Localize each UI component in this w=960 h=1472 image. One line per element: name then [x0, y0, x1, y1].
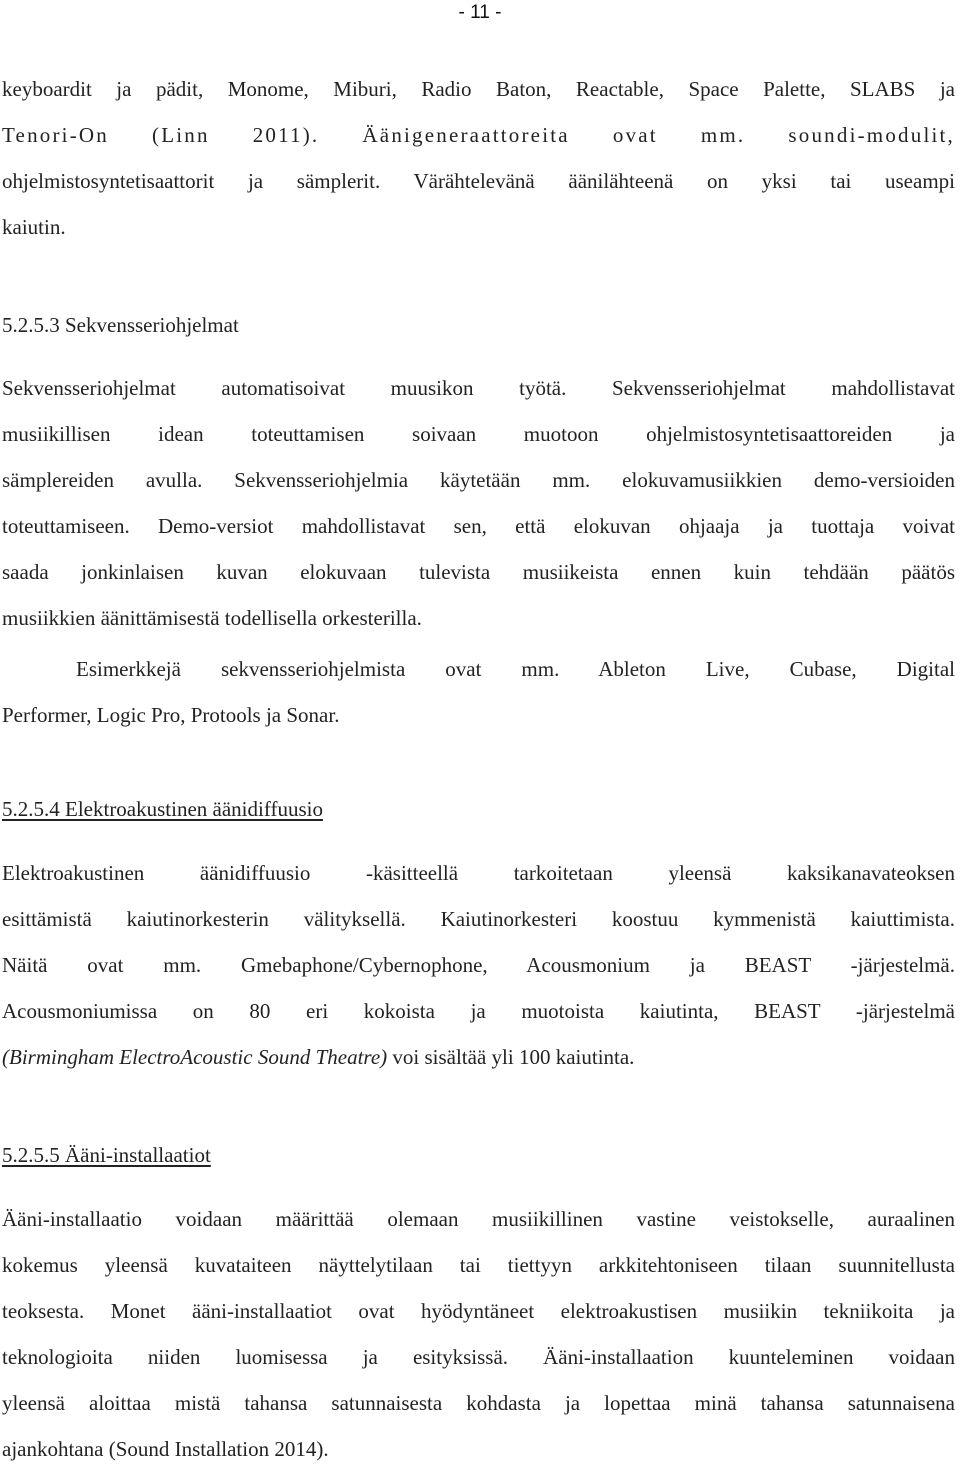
text-line: musiikkien äänittämisestä todellisella orkesterilla. [2, 606, 422, 630]
text-line: ajankohtana (Sound Installation 2014). [2, 1437, 329, 1461]
page-number: - 11 - [458, 2, 502, 23]
section-heading-installation: 5.2.5.5 Ääni-installaatiot [2, 1143, 211, 1167]
installation-paragraph [2, 1196, 955, 1472]
text-line: Performer, Logic Pro, Protools ja Sonar. [2, 703, 340, 727]
text-line: Sekvensseriohjelmat automatisoivat muusikon työtä. Sekvensseriohjelmat mahdollistavat [2, 376, 955, 400]
text-line: Ääni-installaatio voidaan määrittää olemaan musiikillinen vastine veistokselle, auraalinen [2, 1207, 955, 1231]
text-line: teoksesta. Monet ääni-installaatiot ovat hyödyntäneet elektroakustisen musiikin tekniikoita ja [2, 1299, 955, 1323]
text-line: keyboardit ja pädit, Monome, Miburi, Radio Baton, Reactable, Space Palette, SLABS ja [2, 77, 955, 101]
text-line: musiikillisen idean toteuttamisen soivaan muotoon ohjelmistosyntetisaattoreiden ja [2, 422, 955, 446]
section-heading-diffusion: 5.2.5.4 Elektroakustinen äänidiffuusio [2, 797, 323, 821]
diffusion-paragraph [2, 850, 955, 1080]
text-line: toteuttamiseen. Demo-versiot mahdollistavat sen, että elokuvan ohjaaja ja tuottaja voivat [2, 514, 955, 538]
italic-term: (Birmingham ElectroAcoustic Sound Theatre) [2, 1045, 388, 1069]
text-line: Esimerkkejä sekvensseriohjelmista ovat mm. Ableton Live, Cubase, Digital [76, 657, 955, 681]
text-line [2, 1034, 955, 1080]
intro-paragraph [2, 66, 955, 250]
text-line: kokemus yleensä kuvataiteen näyttelytilaan tai tiettyyn arkkitehtoniseen tilaan suunnitellusta [2, 1253, 955, 1277]
text-line: Elektroakustinen äänidiffuusio -käsitteellä tarkoitetaan yleensä kaksikanavateoksen [2, 861, 955, 885]
sequencer-paragraph-2 [2, 646, 955, 738]
text-line: kaiutin. [2, 215, 66, 239]
text-line: Acousmoniumissa on 80 eri kokoista ja muotoista kaiutinta, BEAST -järjestelmä [2, 999, 955, 1023]
text-line: esittämistä kaiutinorkesterin välityksellä. Kaiutinorkesteri koostuu kymmenistä kaiuttimista. [2, 907, 955, 931]
text-line: sämplereiden avulla. Sekvensseriohjelmia käytetään mm. elokuvamusiikkien demo-versioiden [2, 468, 955, 492]
text-line: Tenori-On (Linn 2011). Äänigeneraattoreita ovat mm. soundi-modulit, [2, 123, 955, 147]
text-line: ohjelmistosyntetisaattorit ja sämplerit. Värähtelevänä äänilähteenä on yksi tai useampi [2, 169, 955, 193]
section-heading-sequencer: 5.2.5.3 Sekvensseriohjelmat [2, 313, 239, 337]
text-line: teknologioita niiden luomisessa ja esityksissä. Ääni-installaation kuunteleminen voidaan [2, 1345, 955, 1369]
text-line: Näitä ovat mm. Gmebaphone/Cybernophone, Acousmonium ja BEAST -järjestelmä. [2, 953, 955, 977]
text-line: saada jonkinlaisen kuvan elokuvaan tulevista musiikeista ennen kuin tehdään päätös [2, 560, 955, 584]
text-line: yleensä aloittaa mistä tahansa satunnaisesta kohdasta ja lopettaa minä tahansa satunnaisena [2, 1391, 955, 1415]
sequencer-paragraph-1 [2, 365, 955, 641]
text-fragment: voi sisältää yli 100 kaiutinta. [387, 1045, 635, 1069]
